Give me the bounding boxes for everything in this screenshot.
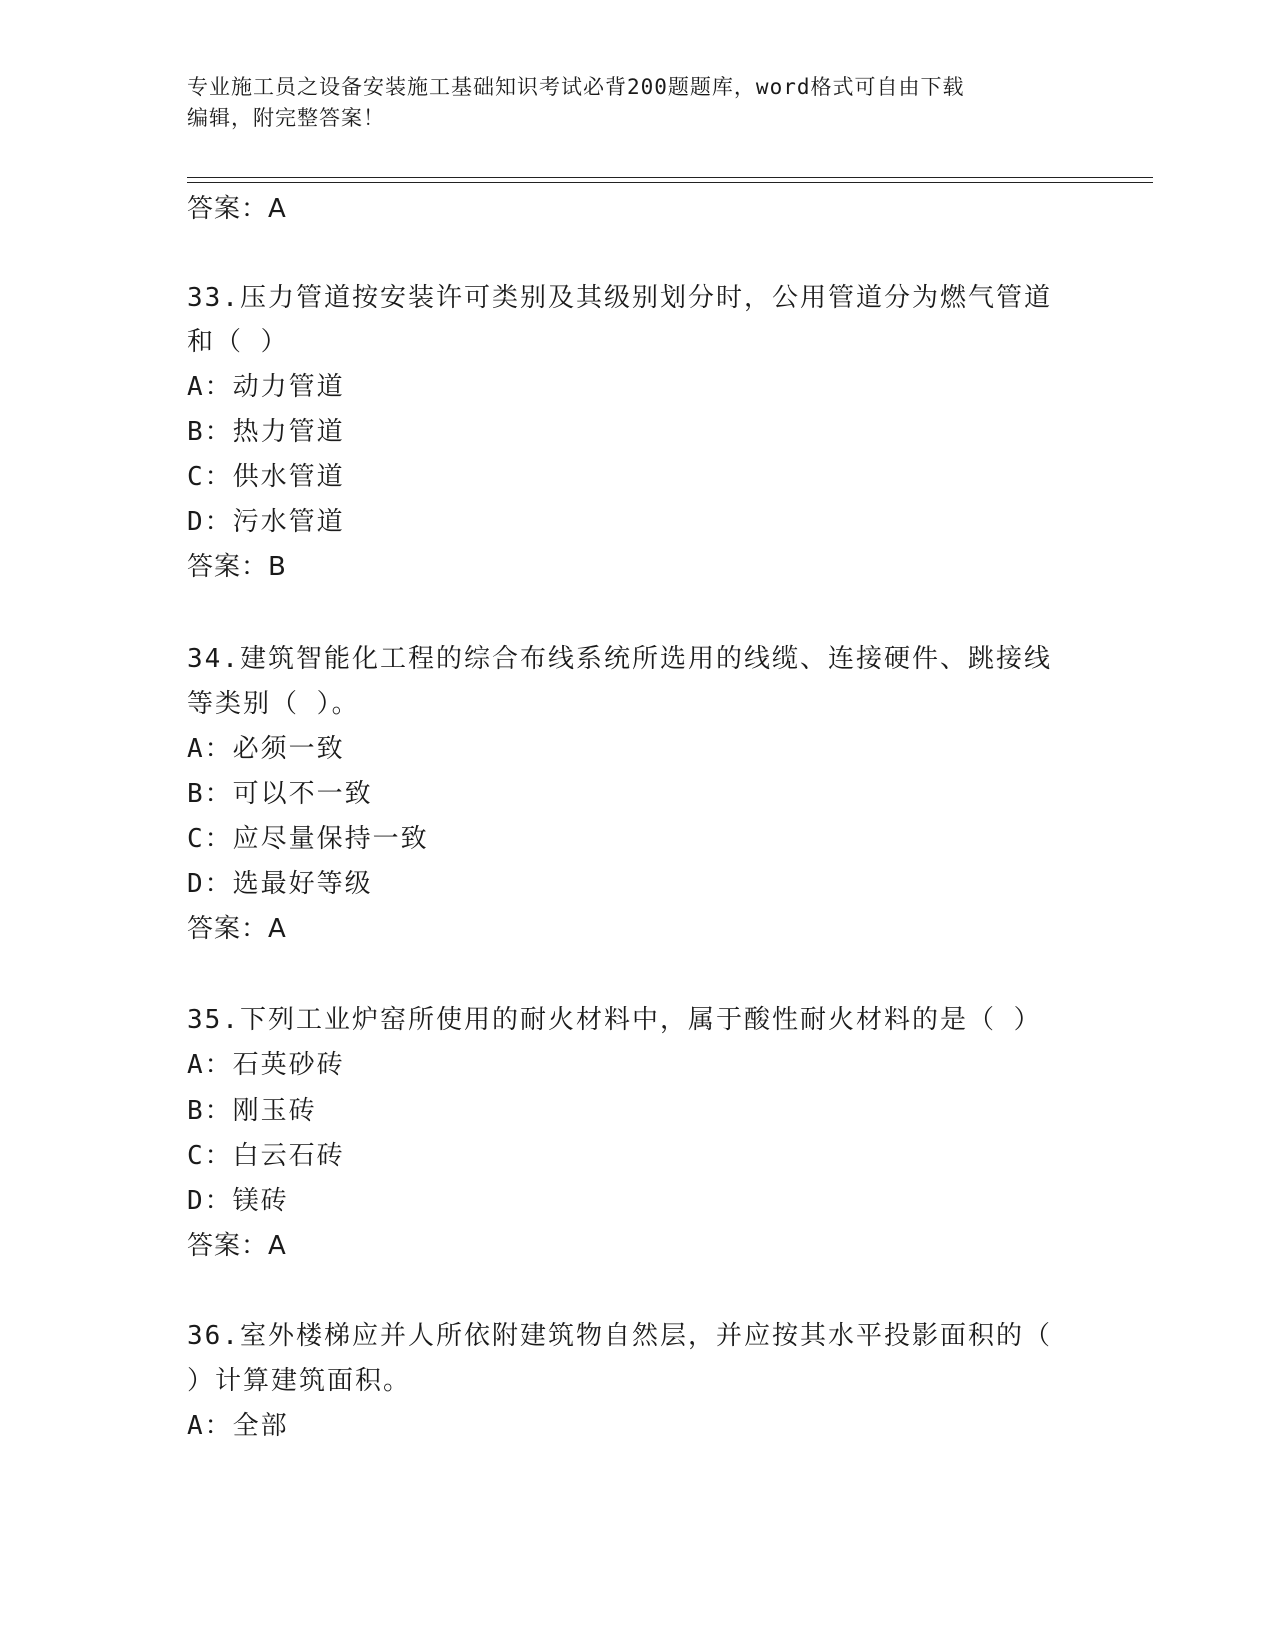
header-divider-bottom bbox=[187, 182, 1153, 183]
q36-stem-line-1: 36.室外楼梯应并人所依附建筑物自然层，并应按其水平投影面积的（ bbox=[187, 1321, 1052, 1351]
answer-q35: 答案：A bbox=[187, 1231, 287, 1261]
q34-option-d: D：选最好等级 bbox=[187, 869, 373, 899]
q33-option-a: A：动力管道 bbox=[187, 372, 345, 402]
q35-option-b: B：刚玉砖 bbox=[187, 1096, 317, 1126]
q35-option-c: C：白云石砖 bbox=[187, 1141, 345, 1171]
q36-stem-line-2: ）计算建筑面积。 bbox=[187, 1366, 412, 1396]
q33-stem-line-1: 33.压力管道按安装许可类别及其级别划分时，公用管道分为燃气管道 bbox=[187, 283, 1052, 313]
q33-option-d: D：污水管道 bbox=[187, 507, 345, 537]
q35-stem-line-1: 35.下列工业炉窑所使用的耐火材料中，属于酸性耐火材料的是（ ） bbox=[187, 1005, 1042, 1035]
q35-option-d: D：镁砖 bbox=[187, 1186, 289, 1216]
document-header bbox=[187, 72, 1067, 134]
q34-option-b: B：可以不一致 bbox=[187, 779, 373, 809]
q34-stem-line-1: 34.建筑智能化工程的综合布线系统所选用的线缆、连接硬件、跳接线 bbox=[187, 644, 1052, 674]
q36-option-a: A：全部 bbox=[187, 1411, 289, 1441]
q33-option-b: B：热力管道 bbox=[187, 417, 345, 447]
q35-option-a: A：石英砂砖 bbox=[187, 1050, 345, 1080]
answer-q34: 答案：A bbox=[187, 914, 287, 944]
header-line-2: 编辑，附完整答案！ bbox=[187, 106, 385, 130]
q34-stem-line-2: 等类别（ ）。 bbox=[187, 689, 360, 719]
q33-option-c: C：供水管道 bbox=[187, 462, 345, 492]
answer-q32: 答案：A bbox=[187, 194, 287, 224]
q34-option-a: A：必须一致 bbox=[187, 734, 345, 764]
q33-stem-line-2: 和（ ） bbox=[187, 327, 289, 357]
header-line-1: 专业施工员之设备安装施工基础知识考试必背200题题库，word格式可自由下载 bbox=[187, 75, 965, 99]
q34-option-c: C：应尽量保持一致 bbox=[187, 824, 429, 854]
header-divider-top bbox=[187, 177, 1153, 178]
answer-q33: 答案：B bbox=[187, 552, 287, 582]
